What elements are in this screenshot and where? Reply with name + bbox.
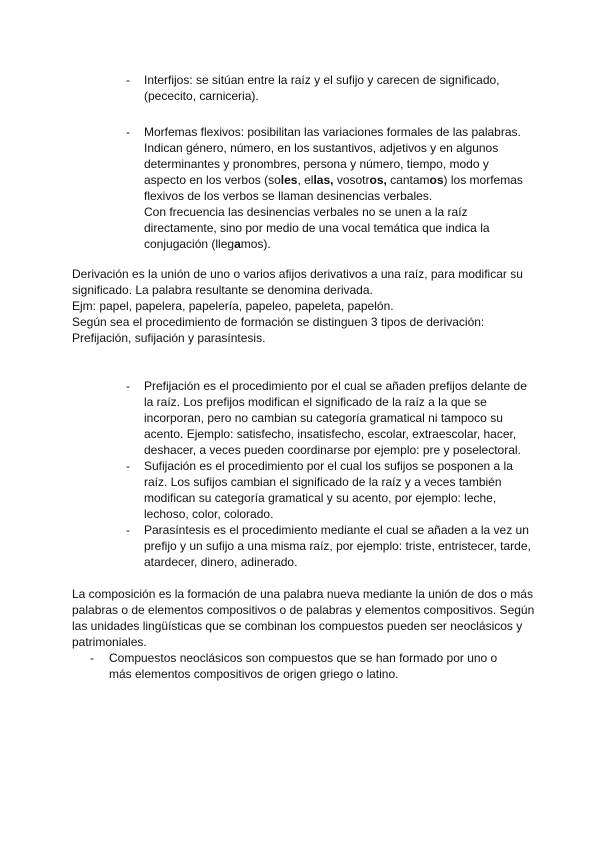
- morfemas-las-bold: las,: [313, 173, 334, 187]
- bullet-dash: -: [126, 125, 130, 139]
- morfemas-vosotr: vosotr: [333, 173, 370, 187]
- morfemas-intro: Morfemas flexivos: posibilitan las variaciones formales de las palabras. Indican género, número, en los sustantivos, adjetivos y en algunos determinantes y pronombres, persona y número, tiempo, modo y aspecto en los verbos (: [144, 125, 521, 187]
- morfemas-extra: Con frecuencia las desinencias verbales no se unen a la raíz directamente, sino por medio de una vocal temática que indica la conjugación (lleg: [144, 205, 490, 251]
- bullet-dash: -: [126, 523, 130, 537]
- sufijacion-text: Sufijación es el procedimiento por el cual los sufijos se posponen a la raíz. Los sufijos cambian el significado de la raíz y a veces también modifican su categoría gramatical y su acento, por ejemplo: leche, lechoso, color, colorado.: [144, 459, 513, 521]
- bullet-dash: -: [126, 459, 130, 473]
- morfemas-sep: , el: [297, 173, 314, 187]
- morfemas-les-bold: les: [280, 173, 298, 187]
- derivacion-example: Ejm: papel, papelera, papelería, papeleo, papeleta, papelón.: [72, 299, 394, 313]
- morfemas-os2-bold: os: [429, 173, 444, 187]
- interfijos-text: Interfijos: se sitúan entre la raíz y el sufijo y carecen de significado, (pececito, carniceria).: [144, 73, 500, 103]
- morfemas-a-bold: a: [234, 237, 241, 251]
- morfemas-os-bold: os,: [369, 173, 387, 187]
- bullet-dash: -: [126, 379, 130, 393]
- derivacion-types: Según sea el procedimiento de formación se distinguen 3 tipos de derivación: Prefijación, sufijación y parasíntesis.: [72, 315, 485, 345]
- neoclasicos-text: Compuestos neoclásicos son compuestos que se han formado por uno o más elementos compositivos de origen griego o latino.: [109, 651, 498, 681]
- prefijacion-text: Prefijación es el procedimiento por el cual se añaden prefijos delante de la raíz. Los prefijos modifican el significado de la raíz a la que se incorporan, pero no cambian su categoría gramatical ni tampoco su acento. Ejemplo: satisfecho, insatisfecho, escolar, extraescolar, hacer, deshacer, a veces pueden coordinarse por ejemplo: pre y poselectoral.: [144, 379, 527, 457]
- parasintesis-text: Parasíntesis es el procedimiento mediante el cual se añaden a la vez un prefijo y un sufijo a una misma raíz, por ejemplo: triste, entristecer, tarde, atardecer, dinero, adinerado.: [144, 523, 531, 569]
- morfemas-flexivos-text: [144, 124, 534, 252]
- morfemas-so: so: [268, 173, 281, 187]
- bullet-dash: -: [126, 73, 130, 87]
- derivacion-definition: Derivación es la unión de uno o varios afijos derivativos a una raíz, para modificar su significado. La palabra resultante se denomina derivada.: [72, 267, 523, 297]
- morfemas-end: ) los morfemas flexivos de los verbos se llaman desinencias verbales.: [144, 173, 523, 203]
- morfemas-cantam: cantam: [386, 173, 430, 187]
- composicion-paragraph: La composición es la formación de una palabra nueva mediante la unión de dos o más palabras o de elementos compositivos o de palabras y elementos compositivos. Según las unidades lingüísticas que se combinan los compuestos pueden ser neoclásicos y patrimoniales.: [72, 587, 535, 649]
- bullet-dash: -: [90, 651, 94, 665]
- morfemas-extra-end: mos).: [240, 237, 271, 251]
- derivacion-paragraph: [72, 266, 542, 346]
